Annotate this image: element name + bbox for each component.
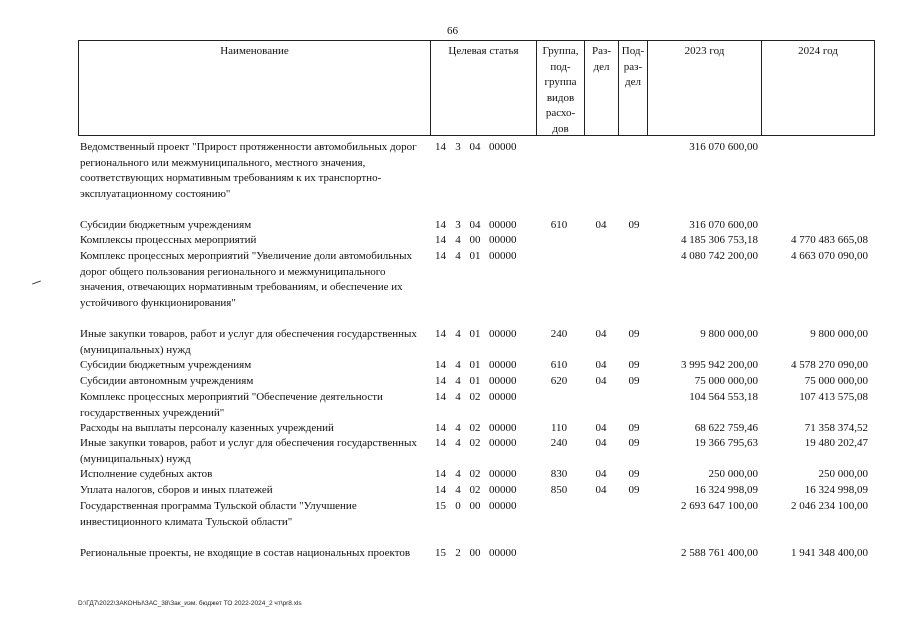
amount-2023: 2 588 761 400,00 xyxy=(681,547,758,559)
target-article-code-3: 01 xyxy=(469,328,481,340)
target-article-code-3: 01 xyxy=(469,375,481,387)
amount-2023: 19 366 795,63 xyxy=(694,437,758,449)
row-name: Исполнение судебных актов xyxy=(80,468,213,480)
row-name: Комплекс процессных мероприятий "Увеличение доли автомобильных дорог общего пользования регионального и межмуниципального значения, отвечающих нормативным требованиям, и обеспечение их устойчивого функционирования" xyxy=(80,250,413,309)
section-code: 04 xyxy=(595,328,607,340)
header-name: Наименование xyxy=(79,41,431,135)
target-article-code-2: 3 xyxy=(455,219,461,231)
target-article-code-1: 14 xyxy=(435,391,446,403)
amount-2023: 4 080 742 200,00 xyxy=(681,250,758,262)
amount-2023: 250 000,00 xyxy=(708,468,758,480)
row-name: Расходы на выплаты персоналу казенных учреждений xyxy=(80,422,334,434)
target-article-code-4: 00000 xyxy=(489,359,517,371)
group-code: 110 xyxy=(550,422,568,434)
section-code: 04 xyxy=(595,422,607,434)
row-name: Иные закупки товаров, работ и услуг для обеспечения государственных (муниципальных) нужд xyxy=(80,437,417,465)
page-number: 66 xyxy=(447,25,458,37)
target-article-code-4: 00000 xyxy=(489,234,517,246)
row-name: Региональные проекты, не входящие в состав национальных проектов xyxy=(80,547,411,559)
group-code: 240 xyxy=(550,437,568,449)
target-article-code-1: 15 xyxy=(435,500,446,512)
target-article-code-2: 4 xyxy=(455,250,461,262)
header-year-2024: 2024 год xyxy=(798,45,838,57)
header-section: Раз- дел xyxy=(585,41,619,135)
row-name: Иные закупки товаров, работ и услуг для обеспечения государственных (муниципальных) нужд xyxy=(80,328,417,356)
table-header xyxy=(78,40,875,136)
subsection-code: 09 xyxy=(628,359,640,371)
target-article-code-2: 4 xyxy=(455,359,461,371)
amount-2024: 16 324 998,09 xyxy=(804,484,868,496)
target-article-code-2: 4 xyxy=(455,375,461,387)
target-article-code-3: 04 xyxy=(469,141,481,153)
target-article-code-4: 00000 xyxy=(489,422,517,434)
target-article-code-4: 00000 xyxy=(489,437,517,449)
target-article-code-4: 00000 xyxy=(489,391,517,403)
amount-2023: 316 070 600,00 xyxy=(689,141,758,153)
header-target-article: Целевая статья xyxy=(431,41,537,135)
target-article-code-2: 4 xyxy=(455,437,461,449)
target-article-code-3: 04 xyxy=(469,219,481,231)
subsection-code: 09 xyxy=(628,468,640,480)
subsection-code: 09 xyxy=(628,219,640,231)
target-article-code-2: 4 xyxy=(455,484,461,496)
amount-2023: 75 000 000,00 xyxy=(694,375,758,387)
subsection-code: 09 xyxy=(628,484,640,496)
amount-2023: 9 800 000,00 xyxy=(700,328,758,340)
subsection-code: 09 xyxy=(628,375,640,387)
amount-2023: 104 564 553,18 xyxy=(689,391,758,403)
header-subsection: Под- раз- дел xyxy=(619,41,648,135)
amount-2024: 4 663 070 090,00 xyxy=(791,250,868,262)
amount-2023: 316 070 600,00 xyxy=(689,219,758,231)
amount-2024: 4 578 270 090,00 xyxy=(791,359,868,371)
target-article-code-3: 01 xyxy=(469,359,481,371)
row-name: Ведомственный проект "Прирост протяженности автомобильных дорог регионального или межмуниципального, местного значения, соответствующих нормативным требованиям к их транспортно-эксплуатационному состоянию" xyxy=(80,141,417,200)
amount-2023: 4 185 306 753,18 xyxy=(681,234,758,246)
subsection-code: 09 xyxy=(628,422,640,434)
target-article-code-3: 01 xyxy=(469,250,481,262)
amount-2024: 107 413 575,08 xyxy=(799,391,868,403)
target-article-code-4: 00000 xyxy=(489,547,517,559)
target-article-code-1: 14 xyxy=(435,437,446,449)
target-article-code-4: 00000 xyxy=(489,328,517,340)
target-article-code-4: 00000 xyxy=(489,468,517,480)
target-article-code-1: 14 xyxy=(435,359,446,371)
row-name: Субсидии бюджетным учреждениям xyxy=(80,219,252,231)
target-article-code-3: 02 xyxy=(469,484,481,496)
target-article-code-1: 14 xyxy=(435,141,446,153)
target-article-code-1: 14 xyxy=(435,484,446,496)
section-code: 04 xyxy=(595,375,607,387)
target-article-code-1: 14 xyxy=(435,219,446,231)
amount-2024: 4 770 483 665,08 xyxy=(791,234,868,246)
row-name: Комплекс процессных мероприятий "Обеспечение деятельности государственных учреждений" xyxy=(80,391,383,419)
amount-2024: 250 000,00 xyxy=(818,468,868,480)
amount-2024: 71 358 374,52 xyxy=(804,422,868,434)
section-code: 04 xyxy=(595,359,607,371)
section-code: 04 xyxy=(595,468,607,480)
amount-2024: 2 046 234 100,00 xyxy=(791,500,868,512)
target-article-code-1: 14 xyxy=(435,250,446,262)
file-path-footer: D:\ГД7\2022\ЗАКОНЫ\ЗАС_38\Зак_изм. бюджет ТО 2022-2024_2 чт\pr8.xls xyxy=(78,600,302,607)
target-article-code-2: 4 xyxy=(455,422,461,434)
amount-2023: 68 622 759,46 xyxy=(694,422,758,434)
target-article-code-2: 3 xyxy=(455,141,461,153)
target-article-code-2: 4 xyxy=(455,391,461,403)
group-code: 610 xyxy=(550,359,568,371)
group-code: 830 xyxy=(550,468,568,480)
target-article-code-3: 00 xyxy=(469,234,481,246)
target-article-code-3: 00 xyxy=(469,547,481,559)
amount-2024: 9 800 000,00 xyxy=(810,328,868,340)
target-article-code-3: 02 xyxy=(469,422,481,434)
row-name: Государственная программа Тульской области "Улучшение инвестиционного климата Тульской области" xyxy=(80,500,357,528)
section-code: 04 xyxy=(595,219,607,231)
subsection-code: 09 xyxy=(628,328,640,340)
target-article-code-1: 14 xyxy=(435,375,446,387)
target-article-code-3: 02 xyxy=(469,391,481,403)
margin-mark xyxy=(32,280,41,284)
target-article-code-2: 2 xyxy=(455,547,461,559)
amount-2023: 16 324 998,09 xyxy=(694,484,758,496)
row-name: Субсидии автономным учреждениям xyxy=(80,375,254,387)
target-article-code-3: 00 xyxy=(469,500,481,512)
target-article-code-1: 15 xyxy=(435,547,446,559)
target-article-code-4: 00000 xyxy=(489,500,517,512)
row-name: Уплата налогов, сборов и иных платежей xyxy=(80,484,273,496)
target-article-code-2: 4 xyxy=(455,468,461,480)
target-article-code-4: 00000 xyxy=(489,375,517,387)
target-article-code-1: 14 xyxy=(435,328,446,340)
amount-2024: 19 480 202,47 xyxy=(804,437,868,449)
target-article-code-2: 4 xyxy=(455,328,461,340)
group-code: 610 xyxy=(550,219,568,231)
amount-2023: 2 693 647 100,00 xyxy=(681,500,758,512)
target-article-code-3: 02 xyxy=(469,437,481,449)
target-article-code-1: 14 xyxy=(435,422,446,434)
group-code: 240 xyxy=(550,328,568,340)
target-article-code-4: 00000 xyxy=(489,219,517,231)
row-name: Субсидии бюджетным учреждениям xyxy=(80,359,252,371)
target-article-code-1: 14 xyxy=(435,234,446,246)
header-year-2023: 2023 год xyxy=(648,41,762,135)
section-code: 04 xyxy=(595,437,607,449)
target-article-code-3: 02 xyxy=(469,468,481,480)
target-article-code-2: 0 xyxy=(455,500,461,512)
target-article-code-2: 4 xyxy=(455,234,461,246)
group-code: 620 xyxy=(550,375,568,387)
subsection-code: 09 xyxy=(628,437,640,449)
target-article-code-4: 00000 xyxy=(489,250,517,262)
amount-2024: 1 941 348 400,00 xyxy=(791,547,868,559)
amount-2023: 3 995 942 200,00 xyxy=(681,359,758,371)
section-code: 04 xyxy=(595,484,607,496)
target-article-code-4: 00000 xyxy=(489,484,517,496)
amount-2024: 75 000 000,00 xyxy=(804,375,868,387)
target-article-code-1: 14 xyxy=(435,468,446,480)
group-code: 850 xyxy=(550,484,568,496)
row-name: Комплексы процессных мероприятий xyxy=(80,234,257,246)
header-group: Группа, под- группа видов расхо- дов xyxy=(537,41,585,135)
target-article-code-4: 00000 xyxy=(489,141,517,153)
